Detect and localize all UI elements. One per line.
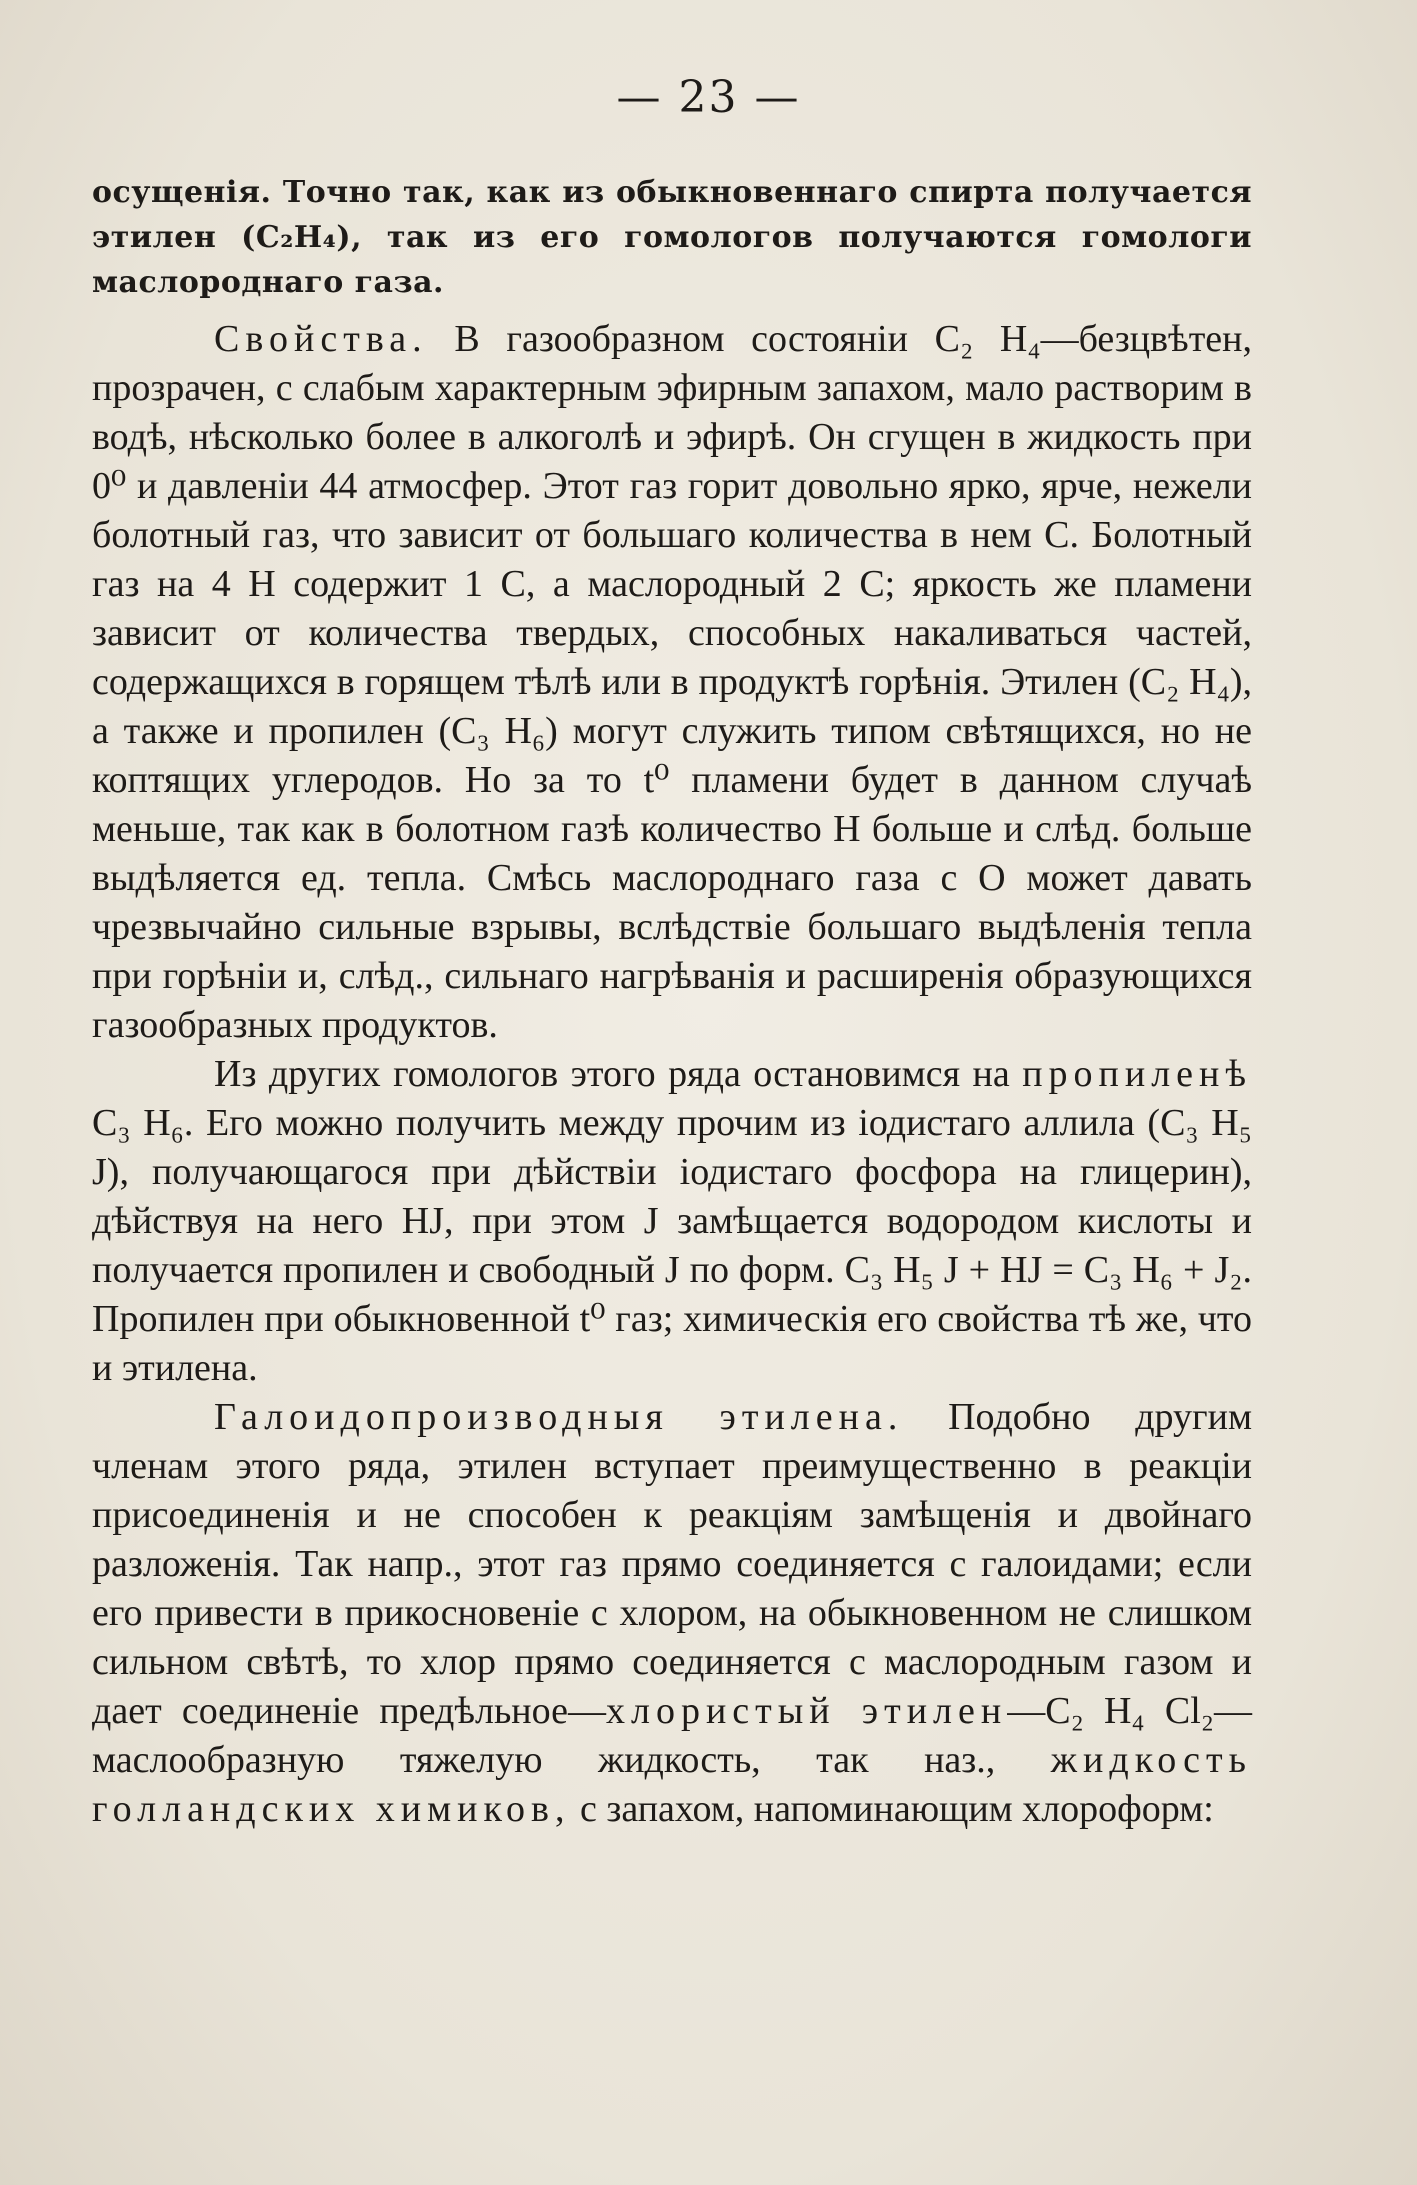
paragraph-properties <box>92 315 1252 1050</box>
paragraph-propylene-lead: Из других гомологов этого ряда остановимся на <box>214 1053 1010 1095</box>
paragraph-intro: осущенія. Точно так, как из обыкновеннаго спирта получается этилен (C₂H₄), так из его гомологов получаются гомологи маслороднаго газа. <box>92 175 1252 300</box>
paragraph-halogen-text3: с запахом, напоминающим хлороформ: <box>579 1788 1214 1830</box>
term-dutch-liquid: жидкость голландских химиков, <box>92 1739 1252 1830</box>
paragraph-properties-text: В газообразном состояніи C₂ H₄—безцвѣтен, прозрачен, с слабым характерным эфирным запахом, мало растворим в водѣ, нѣсколько более в алкоголѣ и эфирѣ. Он сгущен в жидкость при 0⁰ и давленіи 44 атмосфер. Этот газ горит довольно ярко, ярче, нежели болотный газ, что зависит от большаго количества в нем С. Болотный газ на 4 Н содержит 1 С, а маслородный 2 С; яркость же пламени зависит от количества твердых, способных накаливаться частей, содержащихся в горящем тѣлѣ или в продуктѣ горѣнія. Этилен (C₂ H₄), а также и пропилен (C₃ H₆) могут служить типом свѣтящихся, но не коптящих углеродов. Но за то t⁰ пламени будет в данном случаѣ меньше, так как в болотном газѣ количество Н больше и слѣд. больше выдѣляется ед. тепла. Смѣсь маслороднаго газа с О может давать чрезвычайно сильные взрывы, вслѣдствіе большаго выдѣленія тепла при горѣніи и, слѣд., сильнаго нагрѣванія и расширенія образующихся газообразных продуктов. <box>92 318 1252 1046</box>
paragraph-halogen-text: Подобно другим членам этого ряда, этилен вступает преимущественно в реакціи присоединенія и не способен к реакціям замѣщенія и двойнаго разложенія. Так напр., этот газ прямо соединяется с галоидами; если его привести в прикосновеніе с хлором, на обыкновенном не слишком сильном свѣтѣ, то хлор прямо соединяется с маслородным газом и дает соединеніе предѣльное— <box>92 1396 1252 1732</box>
heading-halogen: Галоидопроизводныя этилена. <box>214 1396 904 1438</box>
heading-properties: Свойства. <box>214 318 428 360</box>
body-text <box>92 170 1252 1834</box>
paragraph-propylene <box>92 1050 1252 1393</box>
paragraph-halogen <box>92 1393 1252 1834</box>
paragraph-halogen-text2: —C₂ H₄ Cl₂—маслообразную тяжелую жидкость, так наз., <box>92 1690 1252 1781</box>
term-ethylene-chloride: хлористый этилен <box>605 1690 1008 1732</box>
page-number: — 23 — <box>616 72 801 123</box>
heading-propylene: пропиленѣ <box>1022 1053 1252 1095</box>
paragraph-propylene-text: C₃ H₆. Его можно получить между прочим из іодистаго аллила (C₃ H₅ J), получающагося при дѣйствіи іодистаго фосфора на глицерин), дѣйствуя на него HJ, при этом J замѣщается водородом кислоты и получается пропилен и свободный J по форм. C₃ H₅ J + HJ = C₃ H₆ + J₂. Пропилен при обыкновенной t⁰ газ; химическія его свойства тѣ же, что и этилена. <box>92 1102 1252 1389</box>
